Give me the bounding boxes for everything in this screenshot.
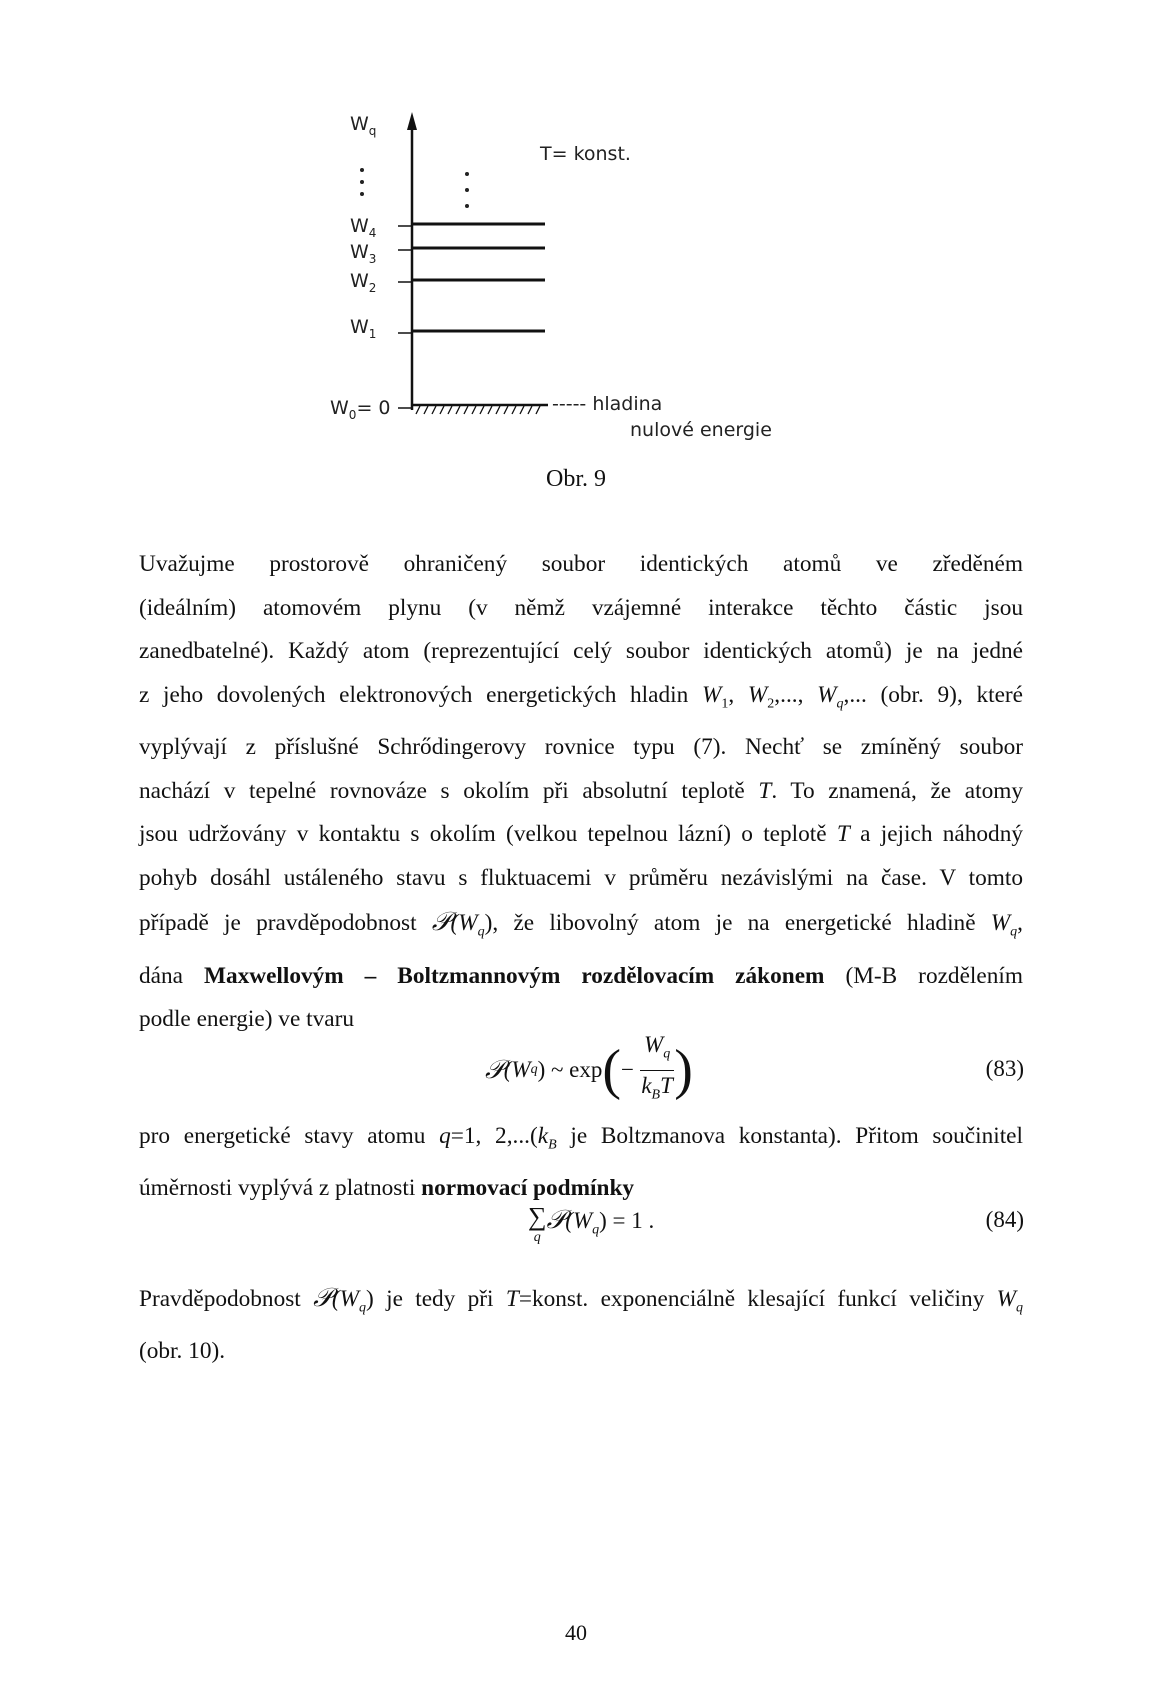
- p3-line-2: (obr. 10).: [139, 1338, 226, 1365]
- p2-line-1: pro energetické stavy atomu q=1, $2,...(k_B$ je Boltzmanova konstanta). Přitom součinitel: [139, 1123, 1023, 1153]
- paragraph-2: [139, 1115, 1023, 1211]
- level-label-w4: $W_4$: [350, 215, 377, 240]
- axis-top-label: $W_q$: [350, 113, 377, 138]
- ellipsis-dots-right: [465, 172, 469, 208]
- p1-line-4: z jeho dovolených elektronových energetických hladin $W_1$, $W_2$,..., $W_q$,... (obr. 9), které: [139, 681, 1024, 712]
- paragraph-3: [139, 1276, 1023, 1374]
- zero-level-note-line1: ----- hladina: [552, 393, 663, 415]
- condition-label: T= konst.: [540, 143, 631, 165]
- equation-83: [0, 1030, 1152, 1110]
- p1-line-8: pohyb dosáhl ustáleného stavu s fluktuacemi v průměru nezávislými na čase. V tomto: [139, 864, 1023, 891]
- axis-arrow-icon: [407, 112, 417, 130]
- level-label-w3: $W_3$: [350, 241, 377, 266]
- p1-line-3: zanedbatelné). Každý atom (reprezentující celý soubor identických atomů) je na jedné: [139, 638, 1023, 665]
- zero-level-label: $W_0= 0$: [330, 397, 391, 422]
- zero-level-hatching: [416, 406, 540, 414]
- energy-level-diagram: [0, 0, 1152, 520]
- p1-line-7: jsou udržovány v kontaktu s okolím (velkou tepelnou lázní) o teplotě T a jejich náhodný: [139, 821, 1023, 848]
- p1-line-1: Uvažujme prostorově ohraničený soubor identických atomů ve zředěném: [139, 551, 1023, 577]
- paragraph-1: [139, 543, 1023, 1042]
- figure-caption: Obr. 9: [546, 466, 606, 492]
- level-label-w2: $W_2$: [350, 270, 377, 295]
- p1-line-10: dána Maxwellovým – Boltzmannovým rozdělovacím zákonem (M-B rozdělením: [139, 962, 1023, 989]
- p3-line-1: Pravděpodobnost $𝒫(W_q)$ je tedy při T=konst. exponenciálně klesající funkcí veličiny $W_q$: [139, 1283, 1023, 1316]
- p2-line-2: úměrnosti vyplývá z platnosti normovací podmínky: [139, 1175, 635, 1202]
- p1-line-9: případě je pravděpodobnost $𝒫(W_q)$, že libovolný atom je na energetické hladině $W_q$,: [139, 907, 1023, 941]
- equation-84: [0, 1202, 1152, 1265]
- p1-line-6: nachází v tepelné rovnováze s okolím při absolutní teplotě T. To znamená, že atomy: [139, 777, 1023, 804]
- equation-84-number: (84): [985, 1207, 1024, 1232]
- equation-83-body: 𝒫 (W q ) ~ exp ( − $\frac{W_q}{k_BT}$ ): [485, 1030, 693, 1110]
- p1-line-2: (ideálním) atomovém plynu (v němž vzájemné interakce těchto částic jsou: [139, 594, 1023, 621]
- page-number: 40: [565, 1620, 587, 1645]
- equation-83-number: (83): [985, 1056, 1024, 1081]
- equation-84-body: ∑ q $𝒫(W_q) = 1$ .: [528, 1202, 655, 1245]
- p1-line-11: podle energie) ve tvaru: [139, 1006, 354, 1033]
- equation-83-fraction: $\frac{W_q}{k_BT}$: [641, 1031, 673, 1103]
- level-label-w1: $W_1$: [350, 316, 377, 341]
- zero-level-note-line2: nulové energie: [630, 419, 772, 441]
- ellipsis-dots-left: [360, 168, 364, 196]
- p1-line-5: vyplývají z příslušné Schrődingerovy rovnice typu (7). Nechť se zmíněný soubor: [139, 734, 1023, 761]
